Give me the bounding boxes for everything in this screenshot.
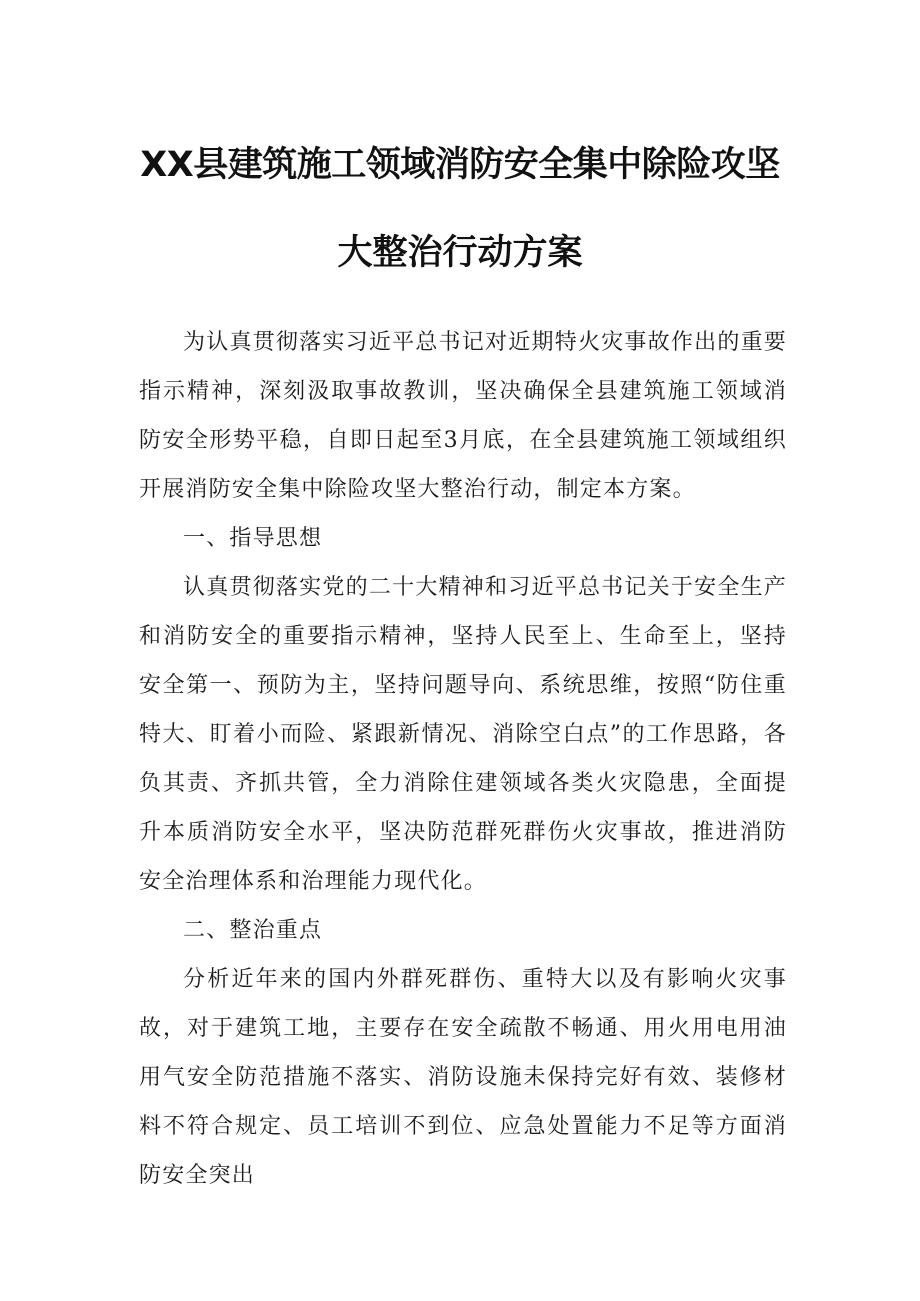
guiding-ideology-paragraph: 认真贯彻落实党的二十大精神和习近平总书记关于安全生产和消防安全的重要指示精神，坚持人民至上、生命至上，坚持安全第一、预防为主，坚持问题导向、系统思维，按照“防住重特大、盯着小而险、紧跟新情况、消除空白点”的工作思路，各负其责、齐抓共管，全力消除住建领域各类火灾隐患，全面提升本质消防安全水平，坚决防范群死群伤火灾事故，推进消防安全治理体系和治理能力现代化。 — [139, 575, 787, 894]
document-title-line-1: XX县建筑施工领域消防安全集中除险攻坚 — [140, 145, 780, 185]
rectification-focus-paragraph: 分析近年来的国内外群死群伤、重特大以及有影响火灾事故，对于建筑工地，主要存在安全疏散不畅通、用火用电用油用气安全防范措施不落实、消防设施未保持完好有效、装修材料不符合规定、员工培训不到位、应急处置能力不足等方面消防安全突出 — [139, 967, 787, 1188]
intro-paragraph: 为认真贯彻落实习近平总书记对近期特火灾事故作出的重要指示精神，深刻汲取事故教训，坚决确保全县建筑施工领域消防安全形势平稳，自即日起至3月底，在全县建筑施工领域组织开展消防安全集中除险攻坚大整治行动，制定本方案。 — [139, 330, 787, 502]
section-heading-rectification-focus: 二、整治重点 — [183, 918, 323, 943]
document-body — [139, 318, 787, 1200]
document-title-line-2: 大整治行动方案 — [337, 233, 583, 273]
section-heading-guiding-ideology: 一、指导思想 — [183, 526, 323, 551]
